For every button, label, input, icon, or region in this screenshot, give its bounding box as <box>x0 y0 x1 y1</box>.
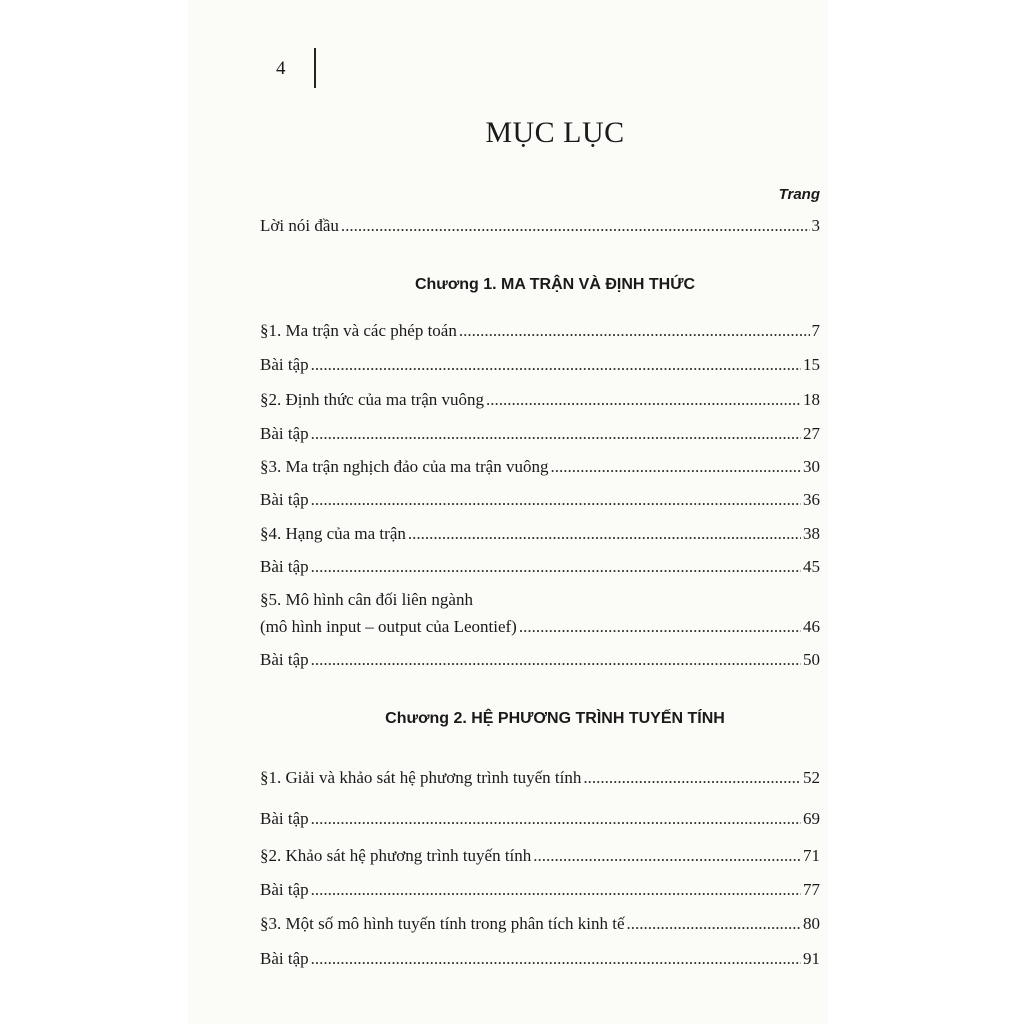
leader-dots <box>311 879 801 901</box>
toc-entry-page: 52 <box>803 768 820 787</box>
toc-entry-label: Lời nói đầu <box>260 216 339 235</box>
leader-dots <box>341 215 810 237</box>
toc-entry[interactable] <box>260 556 820 578</box>
toc-entry-label: Bài tập <box>260 557 309 576</box>
toc-entry-page: 46 <box>803 617 820 636</box>
chapter-1-heading: Chương 1. MA TRẬN VÀ ĐỊNH THỨC <box>414 276 696 293</box>
toc-entry[interactable] <box>260 354 820 376</box>
column-header: Trang <box>778 186 820 203</box>
leader-dots <box>533 845 801 867</box>
toc-entry-label: (mô hình input – output của Leontief) <box>260 617 517 636</box>
toc-entry-label: Bài tập <box>260 355 309 374</box>
chapter-2-heading: Chương 2. HỆ PHƯƠNG TRÌNH TUYẾN TÍNH <box>385 710 725 727</box>
toc-entry-label: §2. Định thức của ma trận vuông <box>260 390 485 409</box>
toc-entry-page: 77 <box>803 880 820 899</box>
toc-entry[interactable] <box>260 767 820 789</box>
toc-entry-page: 69 <box>803 809 820 828</box>
toc-entry-label: Bài tập <box>260 880 309 899</box>
page-number: 4 <box>276 58 286 79</box>
toc-entry-label: Bài tập <box>260 809 309 828</box>
leader-dots <box>311 556 801 578</box>
toc-entry-label: §2. Khảo sát hệ phương trình tuyến tính <box>260 846 532 865</box>
toc-entry[interactable] <box>260 523 820 545</box>
leader-dots <box>311 808 801 830</box>
leader-dots <box>519 616 801 638</box>
toc-entry-label: Bài tập <box>260 949 309 968</box>
toc-entry-page: 91 <box>803 949 820 968</box>
page-title: MỤC LỤC <box>485 116 625 149</box>
toc-entry[interactable] <box>260 389 820 411</box>
toc-entry[interactable] <box>260 423 820 445</box>
toc-entry-page: 38 <box>803 524 820 543</box>
leader-dots <box>311 948 801 970</box>
toc-entry[interactable] <box>260 948 820 970</box>
toc-entry-label: §4. Hạng của ma trận <box>260 524 406 543</box>
toc-entry[interactable] <box>260 456 820 478</box>
leader-dots <box>311 649 801 671</box>
toc-entry-label: Bài tập <box>260 490 309 509</box>
leader-dots <box>583 767 801 789</box>
toc-entry-page: 45 <box>803 557 820 576</box>
toc-entry[interactable] <box>260 616 820 638</box>
toc-entry-page: 80 <box>803 914 820 933</box>
toc-entry-label: Bài tập <box>260 650 309 669</box>
toc-entry-page: 3 <box>811 216 820 235</box>
leader-dots <box>627 913 801 935</box>
toc-entry-page: 50 <box>803 650 820 669</box>
leader-dots <box>311 423 801 445</box>
toc-entry-page: 30 <box>803 457 820 476</box>
toc-entry[interactable] <box>260 808 820 830</box>
leader-dots <box>486 389 801 411</box>
toc-entry-page: 15 <box>803 355 820 374</box>
toc-entry-page: 7 <box>811 321 820 340</box>
leader-dots <box>311 354 801 376</box>
leader-dots <box>311 489 801 511</box>
toc-entry[interactable] <box>260 320 820 342</box>
toc-entry-label: §3. Ma trận nghịch đảo của ma trận vuông <box>260 457 549 476</box>
toc-entry[interactable] <box>260 489 820 511</box>
toc-entry-label: Bài tập <box>260 424 309 443</box>
header-rule <box>314 48 316 88</box>
toc-entry-page: 36 <box>803 490 820 509</box>
leader-dots <box>550 456 801 478</box>
leader-dots <box>408 523 801 545</box>
toc-entry-preface[interactable] <box>260 215 820 237</box>
toc-entry[interactable] <box>260 649 820 671</box>
book-page <box>188 0 828 1024</box>
toc-entry[interactable] <box>260 913 820 935</box>
toc-entry-label: §1. Giải và khảo sát hệ phương trình tuyến tính <box>260 768 582 787</box>
toc-entry-page: 18 <box>803 390 820 409</box>
toc-entry-page: 71 <box>803 846 820 865</box>
toc-entry-label: §1. Ma trận và các phép toán <box>260 321 457 340</box>
toc-entry-label[interactable]: §5. Mô hình cân đối liên ngành <box>260 590 473 609</box>
toc-entry-label: §3. Một số mô hình tuyến tính trong phân tích kinh tế <box>260 914 625 933</box>
toc-entry-page: 27 <box>803 424 820 443</box>
toc-entry[interactable] <box>260 845 820 867</box>
toc-entry[interactable] <box>260 879 820 901</box>
leader-dots <box>459 320 810 342</box>
